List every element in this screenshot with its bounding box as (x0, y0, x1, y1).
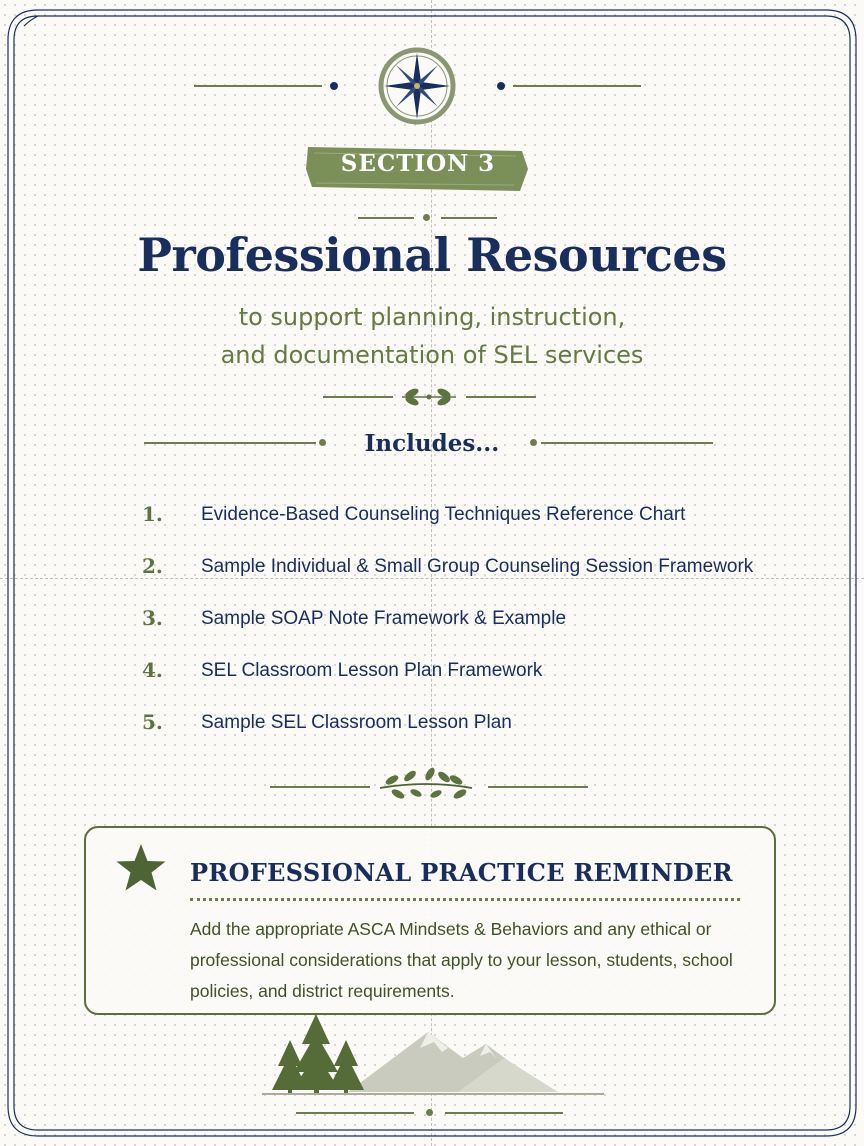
leaf-rule-left (323, 396, 393, 398)
item-text: Sample SEL Classroom Lesson Plan (201, 712, 512, 733)
subtitle (0, 298, 864, 374)
leaf-icon (398, 386, 460, 408)
list-item (140, 604, 780, 656)
includes-heading: Includes... (364, 430, 500, 457)
item-number: 1. (142, 502, 163, 526)
item-text: Evidence-Based Counseling Techniques Reference Chart (201, 504, 686, 525)
reminder-box (84, 826, 776, 1015)
reminder-title: PROFESSIONAL PRACTICE REMINDER (190, 858, 733, 887)
includes-rule-right (541, 442, 713, 444)
list-item (140, 656, 780, 708)
bottom-rule-left (296, 1112, 414, 1114)
item-number: 3. (142, 606, 163, 630)
reminder-body: Add the appropriate ASCA Mindsets & Behaviors and any ethical or professional considerations that apply to your lesson, students, school policies, and district requirements. (190, 919, 733, 1001)
bottom-rule-right (445, 1112, 563, 1114)
item-text: Sample Individual & Small Group Counseling Session Framework (201, 556, 754, 577)
top-rule-left (194, 85, 322, 87)
item-text: SEL Classroom Lesson Plan Framework (201, 660, 543, 681)
branch-rule-right (488, 786, 588, 788)
branch-leaf-icon (374, 766, 478, 806)
star-icon (114, 842, 168, 894)
reminder-divider (190, 898, 740, 901)
top-dot-right (497, 82, 505, 90)
bottom-dot (426, 1109, 433, 1116)
landscape-illustration (258, 1010, 608, 1096)
section-label: SECTION 3 (340, 150, 496, 177)
title-dot (423, 214, 430, 221)
item-number: 2. (142, 554, 163, 578)
title-rule-left (358, 217, 414, 219)
leaf-rule-right (466, 396, 536, 398)
subtitle-line-2: and documentation of SEL services (220, 341, 644, 369)
item-text: Sample SOAP Note Framework & Example (201, 608, 567, 629)
branch-rule-left (270, 786, 370, 788)
resource-list (140, 500, 780, 760)
page-title: Professional Resources (137, 228, 727, 282)
top-rule-right (513, 85, 641, 87)
includes-dot-right (530, 439, 537, 446)
list-item (140, 708, 780, 760)
top-dot-left (330, 82, 338, 90)
mountain-icon (348, 1032, 558, 1092)
item-number: 4. (142, 658, 163, 682)
item-number: 5. (142, 710, 163, 734)
subtitle-line-1: to support planning, instruction, (238, 303, 626, 331)
title-rule-right (441, 217, 497, 219)
pine-tree-icon (272, 1014, 364, 1094)
list-item (140, 500, 780, 552)
compass-icon (376, 45, 458, 127)
list-item (140, 552, 780, 604)
